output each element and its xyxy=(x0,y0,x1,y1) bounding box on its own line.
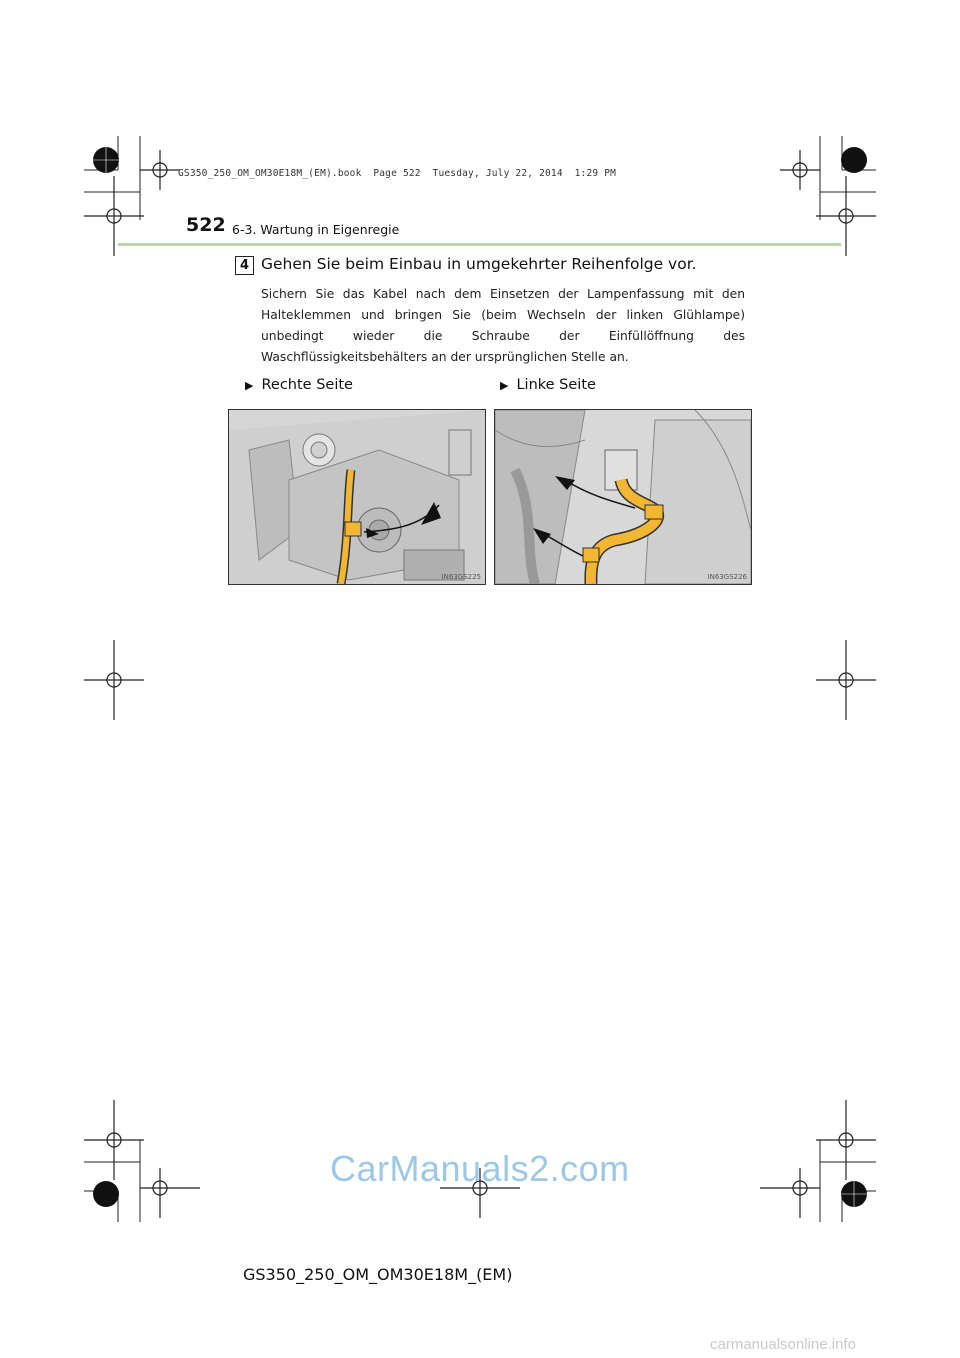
watermark-carmanualsonline: carmanualsonline.info xyxy=(710,1336,856,1353)
figure-right-code: IN63GS226 xyxy=(707,573,747,581)
illustration-right-side xyxy=(228,409,486,585)
figure-right-label-text: Linke Seite xyxy=(516,377,596,393)
figure-right-label xyxy=(500,377,596,393)
section-title: 6-3. Wartung in Eigenregie xyxy=(232,222,400,237)
headlamp-illustration-right xyxy=(229,410,485,584)
step-title: Gehen Sie beim Einbau in umgekehrter Reihenfolge vor. xyxy=(261,255,697,273)
figure-left-label xyxy=(245,377,353,393)
figure-left-code: IN63GS225 xyxy=(441,573,481,581)
step-paragraph: Sichern Sie das Kabel nach dem Einsetzen der Lampenfassung mit den Halteklemmen und bringen Sie (beim Wechseln der linken Glühlampe) unbedingt wieder die Schraube der Einfüllöffnung des Waschflüssigkeitsbehälters an der ursprünglichen Stelle an. xyxy=(261,287,745,364)
footer-model-code: GS350_250_OM_OM30E18M_(EM) xyxy=(243,1265,513,1284)
headlamp-illustration-left xyxy=(495,410,751,584)
triangle-bullet-icon: ▶ xyxy=(500,379,509,392)
figure-left-label-text: Rechte Seite xyxy=(261,377,353,393)
header-rule xyxy=(118,243,841,246)
illustration-left-side xyxy=(494,409,752,585)
page-number: 522 xyxy=(186,214,226,236)
step-number-badge: 4 xyxy=(235,256,254,275)
triangle-bullet-icon: ▶ xyxy=(245,379,254,392)
print-stamp: GS350_250_OM_OM30E18M_(EM).book Page 522 Tuesday, July 22, 2014 1:29 PM xyxy=(178,168,617,179)
watermark-carmanuals2: CarManuals2.com xyxy=(330,1148,630,1189)
